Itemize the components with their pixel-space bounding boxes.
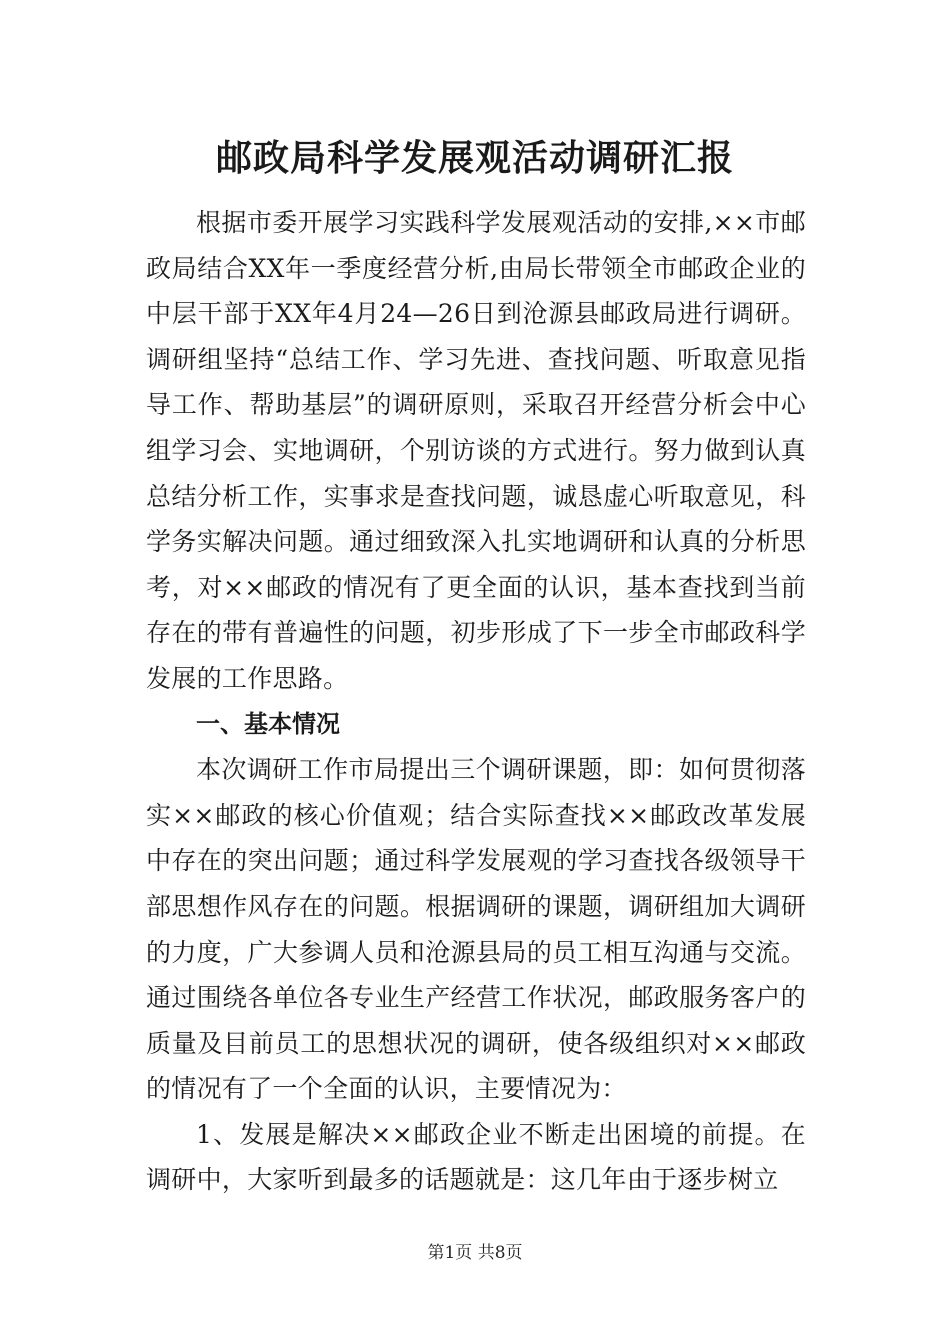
page-footer: 第1页 共8页 bbox=[427, 1243, 523, 1263]
section-paragraph: 本次调研工作市局提出三个调研课题，即：如何贯彻落实××邮政的核心价值观；结合实际查找××邮政改革发展中存在的突出问题；通过科学发展观的学习查找各级领导干部思想作风存在的问题。根据调研的课题，调研组加大调研的力度，广大参调人员和沧源县局的员工相互沟通与交流。通过围绕各单位各专业生产经营工作状况，邮政服务客户的质量及目前员工的思想状况的调研，使各级组织对××邮政的情况有了一个全面的认识，主要情况为： bbox=[146, 755, 806, 1104]
section-paragraph: 1、发展是解决××邮政企业不断走出困境的前提。在调研中，大家听到最多的话题就是：这几年由于逐步树立 bbox=[146, 1119, 806, 1195]
document-title: 邮政局科学发展观活动调研汇报 bbox=[215, 137, 734, 179]
document-body bbox=[146, 200, 806, 1203]
intro-paragraph: 根据市委开展学习实践科学发展观活动的安排,××市邮政局结合XX年一季度经营分析,由局长带领全市邮政企业的中层干部于XX年4月24—26日到沧源县邮政局进行调研。调研组坚持“总结工作、学习先进、查找问题、听取意见指导工作、帮助基层”的调研原则，采取召开经营分析会中心组学习会、实地调研，个别访谈的方式进行。努力做到认真总结分析工作，实事求是查找问题，诚恳虚心听取意见，科学务实解决问题。通过细致深入扎实地调研和认真的分析思考，对××邮政的情况有了更全面的认识，基本查找到当前存在的带有普遍性的问题，初步形成了下一步全市邮政科学发展的工作思路。 bbox=[146, 208, 806, 693]
section-heading-basic-situation: 一、基本情况 bbox=[196, 709, 340, 738]
